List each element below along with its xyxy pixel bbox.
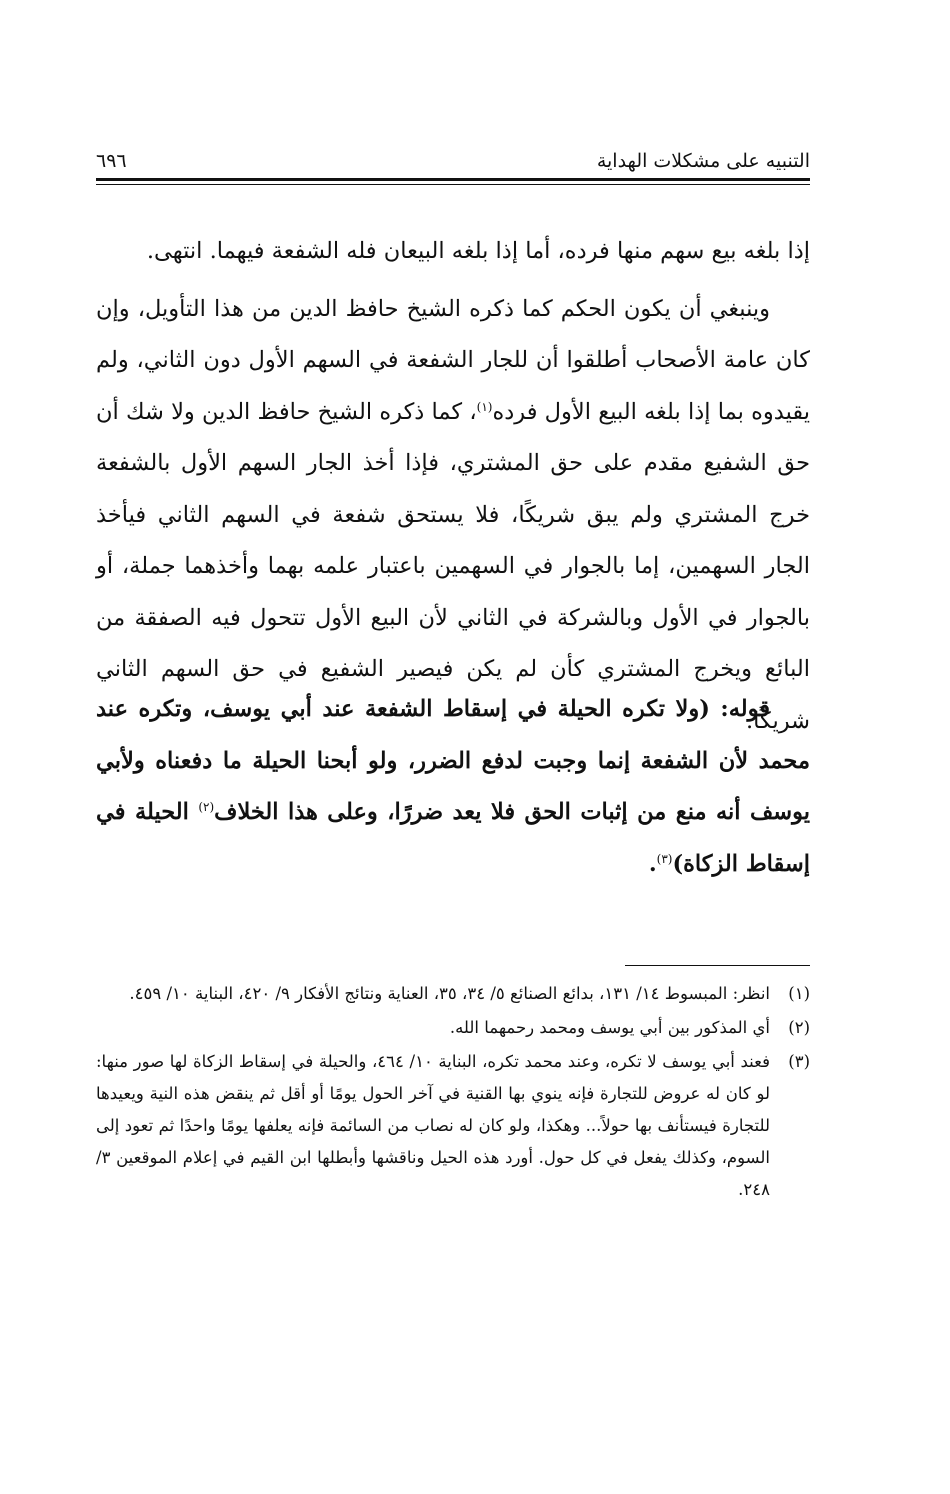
footnote-ref-2[interactable]: (٢) [198,800,215,814]
quote-part-1: قوله: (ولا تكره الحيلة في إسقاط الشفعة عند أبي يوسف، وتكره عند محمد لأن الشفعة إنما وجبت لدفع الضرر، ولو أبحنا الحيلة ما دفعناه ولأبي يوسف أنه منع من إثبات الحق فلا يعد ضررًا، وعلى هذا الخلاف [96,696,811,825]
footnote-3 [96,1046,810,1206]
quote-paragraph [96,684,810,890]
footnote-text: فعند أبي يوسف لا تكره، وعند محمد تكره، البناية ١٠/ ٤٦٤، والحيلة في إسقاط الزكاة لها صور منها: لو كان له عروض للتجارة فإنه ينوي بها القنية في آخر الحول يومًا أو أقل ثم ينقض هذه النية ويعيدها للتجارة فيستأنف بها حولاً... وهكذا، ولو كان له نصاب من السائمة فإنه يعلفها يومًا واحدًا ثم تعود إلى السوم، وكذلك يفعل في كل حول. أورد هذه الحيل وناقشها وأبطلها ابن القيم في إعلام الموقعين ٣/ ٢٤٨. [96,1052,770,1199]
footnote-number: (١) [788,984,810,1003]
paragraph-2 [96,284,810,748]
footnote-separator [625,965,810,966]
quote-part-2: الحيلة في إسقاط الزكاة) [96,799,810,877]
header-rule-thin [96,184,810,185]
footnote-1 [96,978,810,1010]
paragraph-2-part-1: وينبغي أن يكون الحكم كما ذكره الشيخ حافظ الدين من هذا التأويل، وإن كان عامة الأصحاب أطلقوا أن للجار الشفعة في السهم الأول دون الثاني، ولم يقيدوه بما إذا بلغه البيع الأول فرده [96,295,810,425]
book-title: التنبيه على مشكلات الهداية [596,150,810,172]
footnote-number: (٣) [788,1052,810,1071]
page-number: ٦٩٦ [96,150,127,172]
footnote-text: أي المذكور بين أبي يوسف ومحمد رحمهما الله. [449,1018,770,1037]
main-text [96,226,810,747]
header-rule-thick [96,178,810,181]
footnote-number: (٢) [788,1018,810,1037]
paragraph-2-part-2: ، كما ذكره الشيخ حافظ الدين ولا شك أن حق الشفيع مقدم على حق المشتري، فإذا أخذ الجار السهم الأول بالشفعة خرج المشتري ولم يبق شريكًا، فلا يستحق شفعة في السهم الثاني فيأخذ الجار السهمين، إما بالجوار في السهمين باعتبار علمه بهما وأخذهما جملة، أو بالجوار في الأول وبالشركة في الثاني لأن البيع الأول تتحول فيه الصفقة من البائع ويخرج المشتري كأن لم يكن فيصير الشفيع في حق السهم الثاني شريكًا. [96,398,810,734]
footnote-ref-3[interactable]: (٣) [656,851,673,866]
footnote-text: انظر: المبسوط ١٤/ ١٣١، بدائع الصنائع ٥/ ٣٤، ٣٥، العناية ونتائج الأفكار ٩/ ٤٢٠، البناية ١٠/ ٤٥٩. [129,984,770,1003]
quote-end: . [648,850,657,877]
footnote-ref-1[interactable]: (١) [476,399,493,414]
book-page [96,0,810,1494]
paragraph-1: إذا بلغه بيع سهم منها فرده، أما إذا بلغه البيعان فله الشفعة فيهما. انتهى. [146,238,810,264]
quoted-text [96,684,810,890]
footnote-2 [96,1012,810,1044]
running-header [96,140,810,172]
footnotes [96,978,810,1208]
